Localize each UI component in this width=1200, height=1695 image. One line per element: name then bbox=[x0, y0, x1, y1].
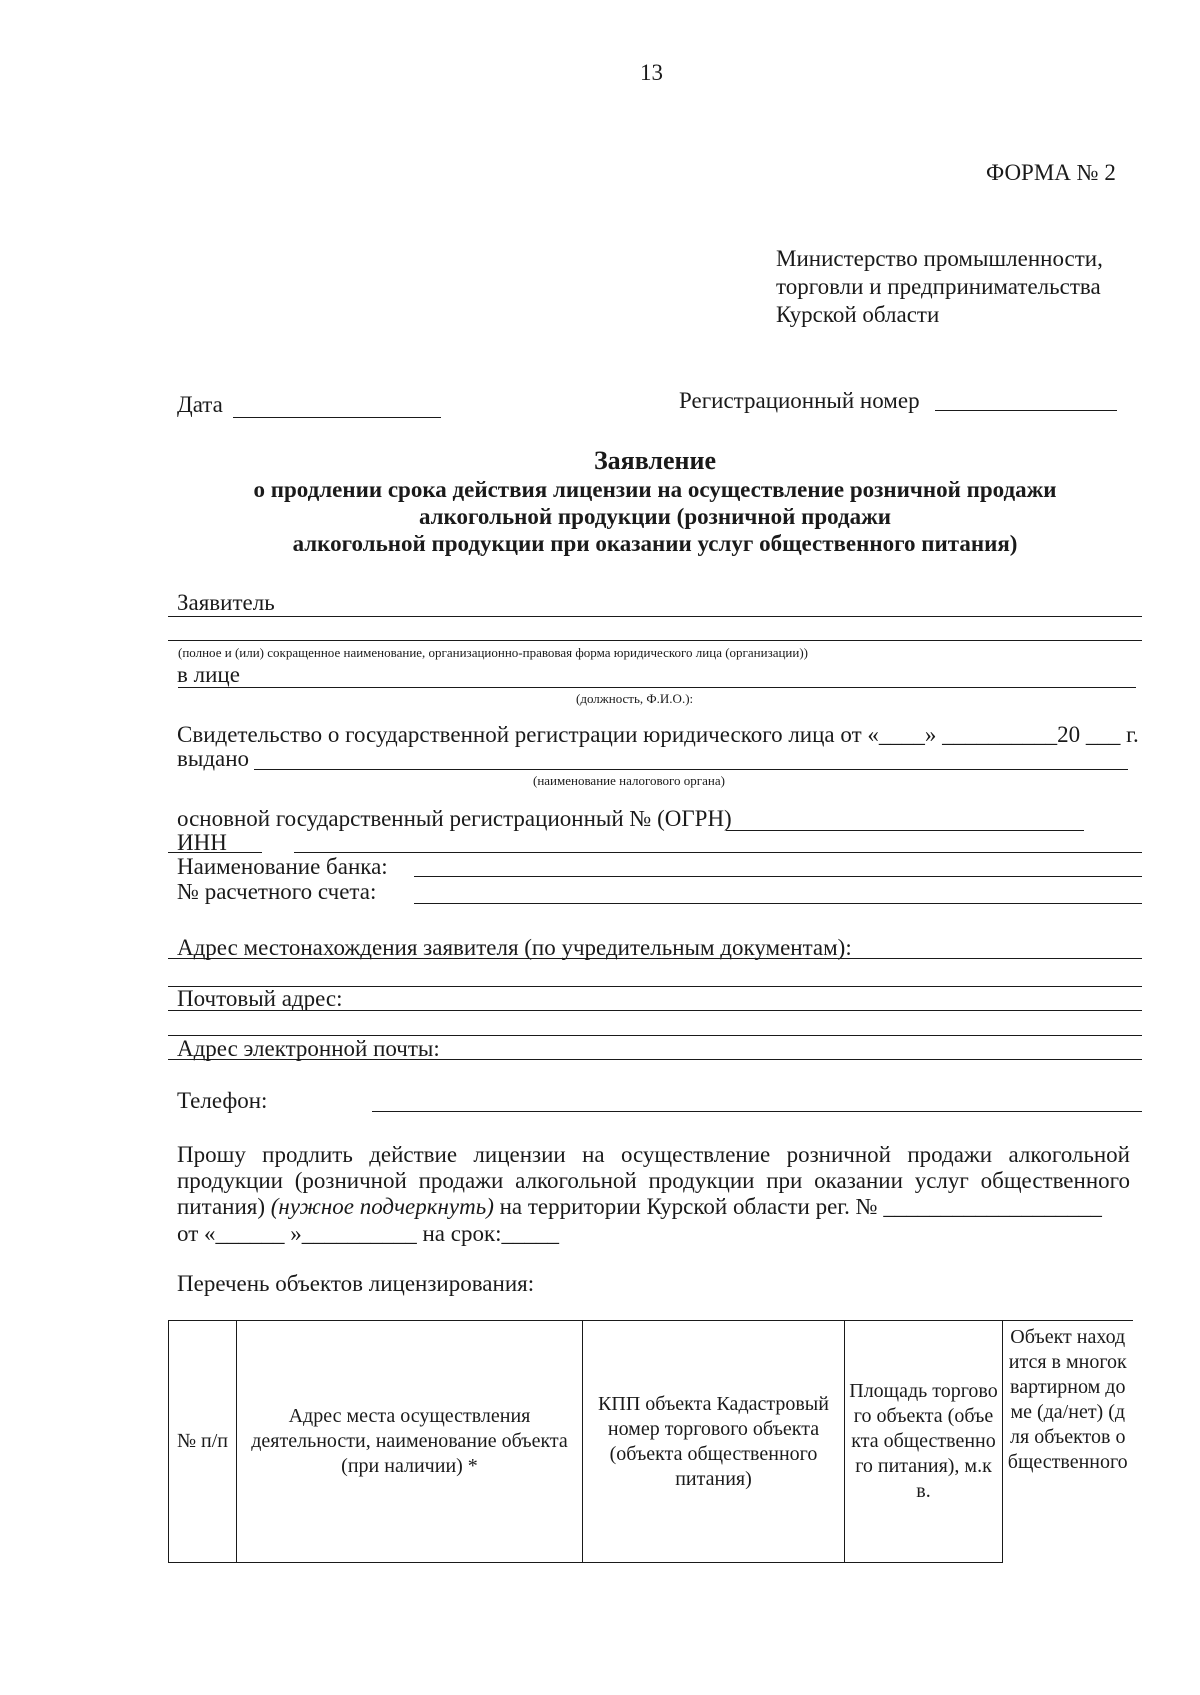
header-number: № п/п bbox=[169, 1321, 237, 1563]
account-field[interactable] bbox=[414, 903, 1142, 904]
certificate-text: Свидетельство о государственной регистрации юридического лица от «____» __________20 ___ г. bbox=[177, 722, 1139, 747]
addressee-line-1: Министерство промышленности, bbox=[776, 246, 1103, 271]
applicant-field-line-1[interactable] bbox=[168, 616, 1142, 617]
bank-field[interactable] bbox=[414, 876, 1142, 877]
header-kpp-cadastral: КПП объекта Кадастровый номер торгового объекта (объекта общественного питания) bbox=[583, 1321, 845, 1563]
objects-table bbox=[168, 1320, 1133, 1563]
account-label: № расчетного счета: bbox=[177, 879, 377, 904]
email-field[interactable] bbox=[168, 1059, 1142, 1060]
issued-label: выдано bbox=[177, 746, 250, 771]
reg-number-label: Регистрационный номер bbox=[679, 388, 920, 413]
subtitle-line-2: алкогольной продукции (розничной продажи bbox=[418, 504, 892, 529]
subtitle-line-3: алкогольной продукции при оказании услуг общественного питания) bbox=[292, 531, 1018, 556]
phone-field[interactable] bbox=[372, 1111, 1142, 1112]
phone-label: Телефон: bbox=[177, 1088, 268, 1113]
date-label: Дата bbox=[177, 392, 223, 417]
postal-address-field-line-1[interactable] bbox=[168, 1010, 1142, 1011]
issued-hint: (наименование налогового органа) bbox=[533, 773, 725, 788]
applicant-hint: (полное и (или) сокращенное наименование, организационно-правовая форма юридического лица (организации)) bbox=[178, 645, 809, 660]
request-line-2: продукции (розничной продажи алкогольной продукции при оказании услуг общественного bbox=[177, 1168, 1130, 1193]
table-header-row bbox=[169, 1321, 1133, 1563]
header-apartment-building: Объект находится в многоквартирном доме (да/нет) (для объектов общественного bbox=[1003, 1321, 1133, 1563]
applicant-field-line-2[interactable] bbox=[168, 640, 1142, 641]
bank-label: Наименование банка: bbox=[177, 854, 388, 879]
request-line-3-underline-note: (нужное подчеркнуть) bbox=[270, 1194, 494, 1219]
form-label: ФОРМА № 2 bbox=[986, 160, 1116, 185]
represented-label: в лице bbox=[177, 662, 240, 687]
page-number: 13 bbox=[640, 60, 663, 85]
addressee-line-2: торговли и предпринимательства bbox=[776, 274, 1101, 299]
represented-hint: (должность, Ф.И.О.): bbox=[576, 691, 694, 706]
date-field[interactable] bbox=[233, 417, 441, 418]
request-line-4: от «______ »__________ на срок:_____ bbox=[177, 1221, 560, 1246]
request-line-1: Прошу продлить действие лицензии на осуществление розничной продажи алкогольной bbox=[177, 1142, 1130, 1167]
applicant-label: Заявитель bbox=[177, 590, 275, 615]
addressee-line-3: Курской области bbox=[776, 302, 940, 327]
header-address: Адрес места осуществления деятельности, наименование объекта (при наличии) * bbox=[237, 1321, 583, 1563]
email-label: Адрес электронной почты: bbox=[177, 1036, 440, 1061]
header-area: Площадь торгового объекта (объекта общественного питания), м.кв. bbox=[845, 1321, 1003, 1563]
request-line-3 bbox=[177, 1194, 1102, 1220]
legal-address-label: Адрес местонахождения заявителя (по учредительным документам): bbox=[177, 935, 852, 960]
ogrn-label: основной государственный регистрационный № (ОГРН) bbox=[177, 806, 732, 831]
request-line-3-start: питания) bbox=[177, 1194, 271, 1219]
inn-underline-left bbox=[168, 852, 262, 853]
issued-field[interactable] bbox=[254, 769, 1128, 770]
inn-field[interactable] bbox=[294, 852, 1142, 853]
represented-field[interactable] bbox=[178, 687, 1136, 688]
document-title: Заявление bbox=[593, 446, 717, 475]
request-line-3-end: на территории Курской области рег. № ___________________ bbox=[493, 1194, 1102, 1219]
postal-address-label: Почтовый адрес: bbox=[177, 986, 343, 1011]
legal-address-field-line-1[interactable] bbox=[168, 958, 1142, 959]
objects-list-label: Перечень объектов лицензирования: bbox=[177, 1271, 535, 1296]
inn-label: ИНН bbox=[177, 830, 227, 855]
ogrn-field[interactable] bbox=[726, 830, 1084, 831]
subtitle-line-1: о продлении срока действия лицензии на осуществление розничной продажи bbox=[253, 477, 1057, 502]
reg-number-field[interactable] bbox=[935, 410, 1117, 411]
